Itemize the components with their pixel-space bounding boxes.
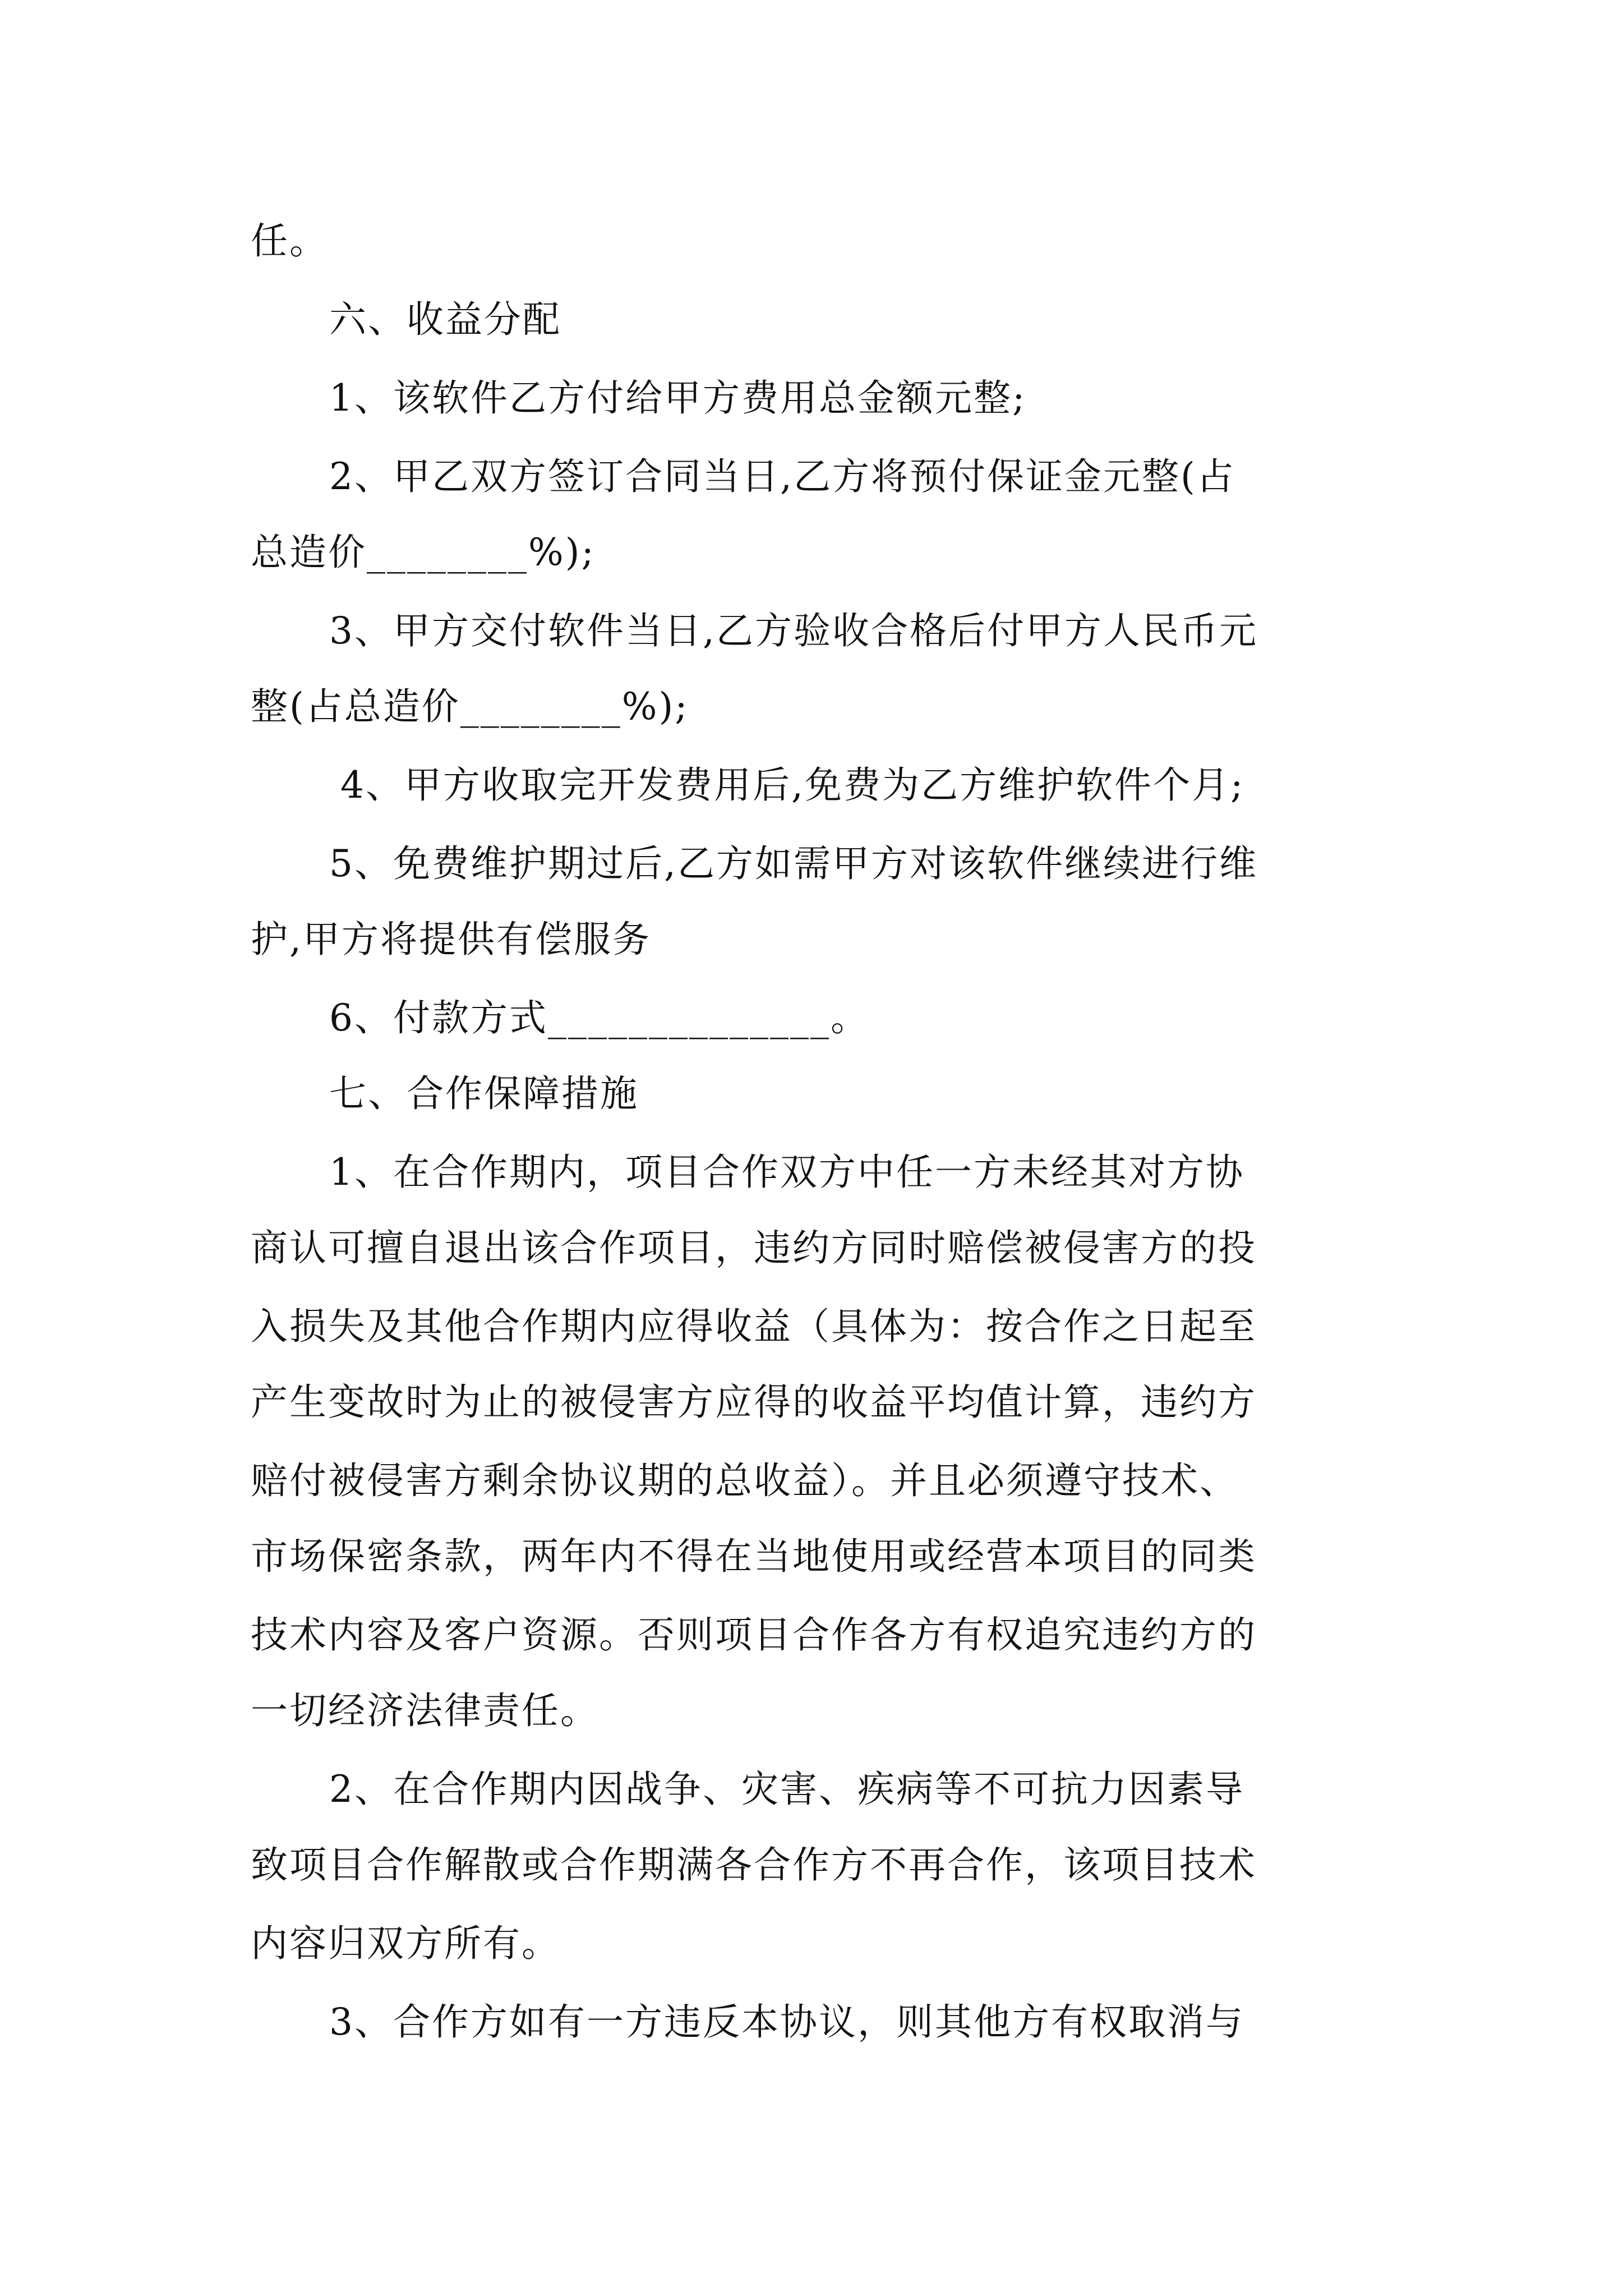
paragraph-line: 4、甲方收取完开发费用后,免费为乙方维护软件个月; bbox=[340, 763, 1245, 807]
paragraph-line: 3、甲方交付软件当日,乙方验收合格后付甲方人民币元 bbox=[329, 609, 1258, 652]
paragraph-line: 赔付被侵害方剩余协议期的总收益）。并且必须遵守技术、 bbox=[251, 1459, 1238, 1502]
paragraph-line: 技术内容及客户资源。否则项目合作各方有权追究违约方的 bbox=[251, 1613, 1257, 1657]
paragraph-line: 1、在合作期内，项目合作双方中任一方未经其对方协 bbox=[329, 1151, 1244, 1194]
paragraph-line: 内容归双方所有。 bbox=[251, 1922, 560, 1965]
paragraph-line: 整(占总造价________%); bbox=[251, 685, 689, 728]
paragraph-line: 商认可擅自退出该合作项目，违约方同时赔偿被侵害方的投 bbox=[251, 1226, 1257, 1269]
section-heading: 七、合作保障措施 bbox=[329, 1072, 639, 1115]
paragraph-line: 市场保密条款，两年内不得在当地使用或经营本项目的同类 bbox=[251, 1535, 1257, 1578]
paragraph-line: 5、免费维护期过后,乙方如需甲方对该软件继续进行维 bbox=[329, 842, 1258, 885]
paragraph-line: 1、该软件乙方付给甲方费用总金额元整; bbox=[329, 376, 1027, 420]
paragraph-line: 3、合作方如有一方违反本协议，则其他方有权取消与 bbox=[329, 2000, 1244, 2044]
paragraph-line: 入损失及其他合作期内应得收益（具体为：按合作之日起至 bbox=[251, 1305, 1257, 1348]
paragraph-line: 致项目合作解散或合作期满各合作方不再合作，该项目技术 bbox=[251, 1843, 1257, 1887]
paragraph-line: 2、在合作期内因战争、灾害、疾病等不可抗力因素导 bbox=[329, 1768, 1244, 1811]
paragraph-line: 2、甲乙双方签订合同当日,乙方将预付保证金元整(占 bbox=[329, 455, 1235, 498]
paragraph-line: 任。 bbox=[251, 219, 328, 263]
paragraph-line: 产生变故时为止的被侵害方应得的收益平均值计算，违约方 bbox=[251, 1381, 1257, 1424]
paragraph-line: 总造价________%); bbox=[251, 531, 596, 574]
section-heading: 六、收益分配 bbox=[329, 298, 561, 341]
paragraph-line: 护,甲方将提供有偿服务 bbox=[251, 918, 651, 961]
paragraph-line: 6、付款方式______________。 bbox=[329, 996, 869, 1039]
paragraph-line: 一切经济法律责任。 bbox=[251, 1689, 599, 1732]
